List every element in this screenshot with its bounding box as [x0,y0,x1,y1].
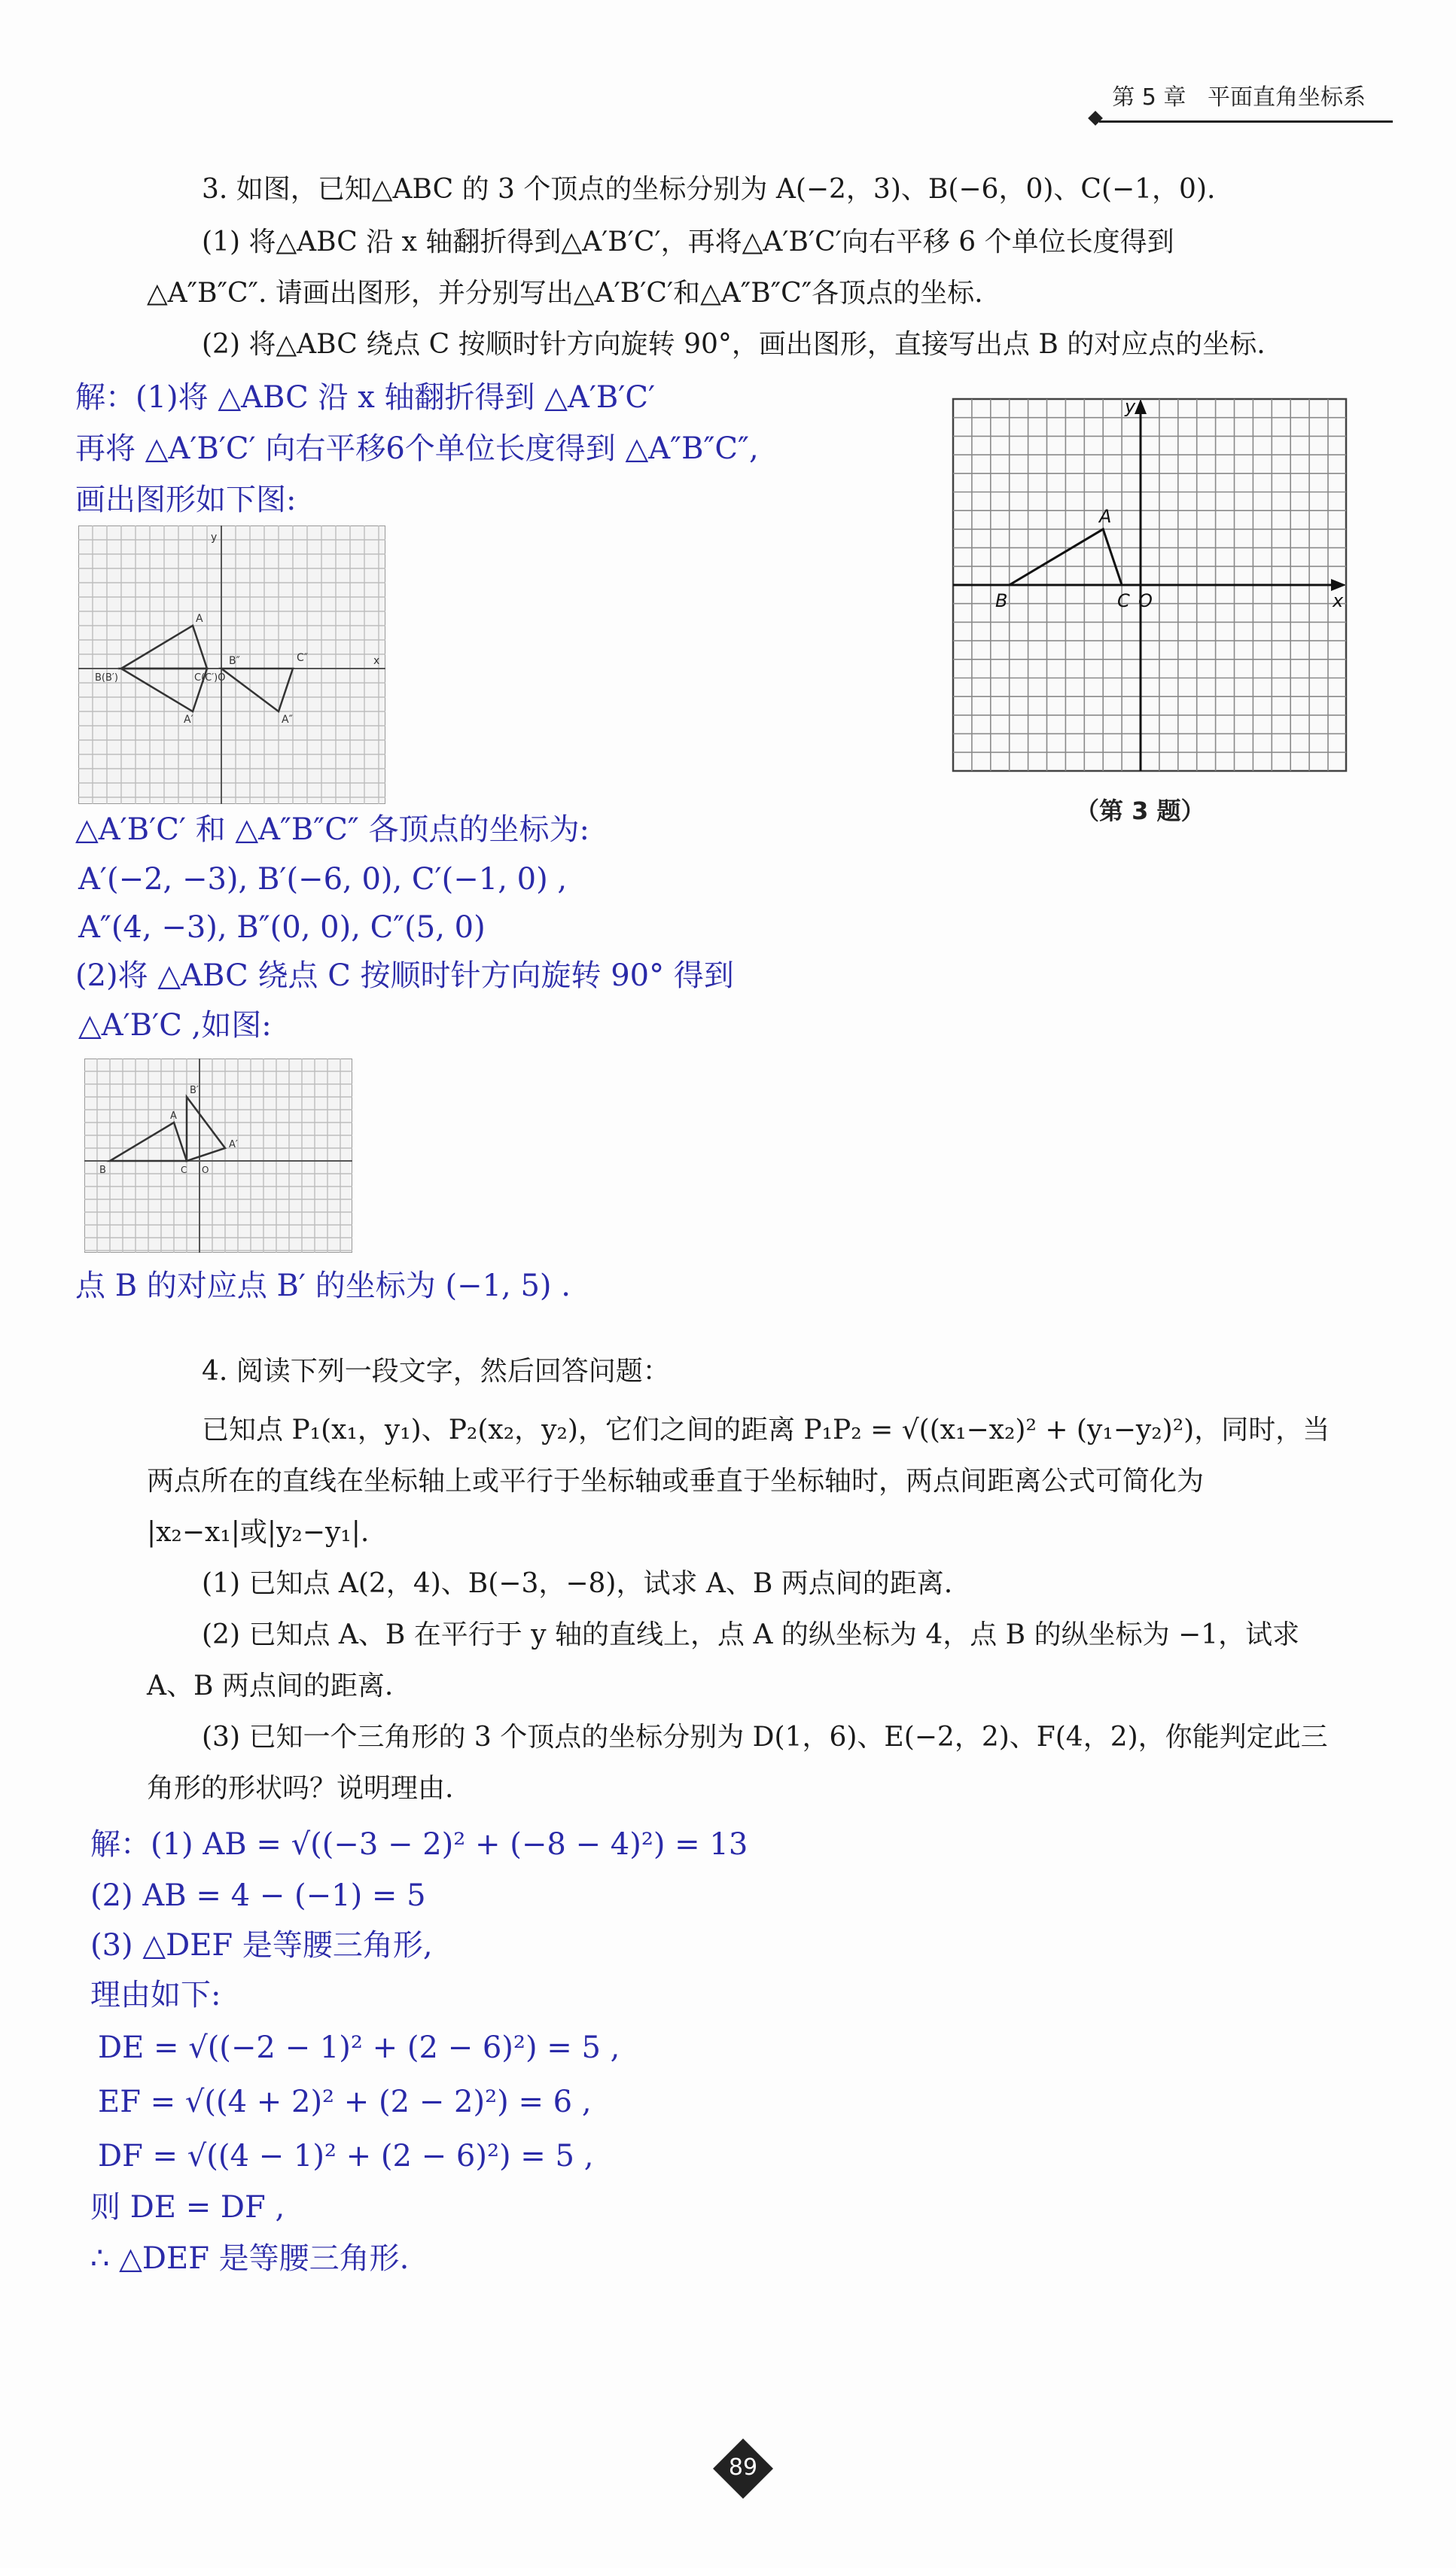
fig1-label-a: A [196,613,203,625]
q3-label-y: y [1125,396,1136,417]
q3-label-b: B [995,590,1008,611]
a3-line1: 解：(1)将 △ABC 沿 x 轴翻折得到 △A′B′C′ [75,380,656,415]
a3-line3: 画出图形如下图: [75,483,297,517]
chapter-title: 平面直角坐标系 [1208,84,1366,111]
q3-figure [950,396,1349,774]
a3-line6: A″(4, −3), B″(0, 0), C″(5, 0) [78,910,486,945]
fig2-label-ap: A′ [229,1139,238,1150]
q4-part1: (1) 已知点 A(2，4)、B(−3，−8)，试求 A、B 两点间的距离. [202,1568,953,1599]
a3-line9: 点 B 的对应点 B′ 的坐标为 (−1, 5) . [75,1269,571,1303]
q3-part1-line2: △A″B″C″. 请画出图形，并分别写出△A′B′C′和△A″B″C″各顶点的坐标. [147,278,983,309]
a4-line7: DF = √((4 − 1)² + (2 − 6)²) = 5 , [98,2139,594,2174]
fig1-label-co: C(C′)O [194,672,226,684]
a4-line9: ∴ △DEF 是等腰三角形. [90,2241,410,2276]
q3-stem: 3. 如图，已知△ABC 的 3 个顶点的坐标分别为 A(−2，3)、B(−6，0)、C(−1，0). [202,174,1216,205]
q4-part2-line1: (2) 已知点 A、B 在平行于 y 轴的直线上，点 A 的纵坐标为 4，点 B 的纵坐标为 −1，试求 [202,1619,1300,1650]
q4-stem: 4. 阅读下列一段文字，然后回答问题： [202,1356,670,1387]
a4-line2: (2) AB = 4 − (−1) = 5 [90,1878,426,1913]
a3-line5: A′(−2, −3), B′(−6, 0), C′(−1, 0) , [78,862,568,897]
answer-figure-1 [78,525,385,804]
header-diamond-icon [1088,111,1103,126]
a3-line2: 再将 △A′B′C′ 向右平移6个单位长度得到 △A″B″C″, [75,431,759,466]
q3-label-o: O [1138,590,1153,611]
a4-line1: 解：(1) AB = √((−3 − 2)² + (−8 − 4)²) = 13 [90,1827,748,1862]
q3-label-c: C [1117,590,1130,611]
a3-line7: (2)将 △ABC 绕点 C 按顺时针方向旋转 90° 得到 [75,958,734,993]
a4-line3: (3) △DEF 是等腰三角形, [90,1928,433,1963]
fig1-label-y: y [211,532,218,544]
q3-label-x: x [1333,590,1344,611]
a3-line4: △A′B′C′ 和 △A″B″C″ 各顶点的坐标为: [75,812,589,847]
fig1-label-ap: A′ [184,714,193,726]
chapter-header [1112,78,1366,111]
q4-text-line2: 两点所在的直线在坐标轴上或平行于坐标轴或垂直于坐标轴时，两点间距离公式可简化为 [147,1466,1205,1497]
a4-line8: 则 DE = DF , [90,2190,285,2225]
fig2-frame [84,1059,352,1253]
q3-part1-line1: (1) 将△ABC 沿 x 轴翻折得到△A′B′C′，再将△A′B′C′向右平移 6 个单位长度得到 [202,227,1174,257]
fig1-label-app: A″ [282,714,293,726]
fig1-label-bpp: B″ [229,655,240,667]
q3-label-a: A [1099,506,1112,527]
header-rule [1099,120,1393,123]
a3-line8: △A′B′C ,如图: [78,1008,272,1043]
fig2-label-c: C [181,1165,187,1175]
chapter-number: 第 5 章 [1112,84,1186,111]
fig1-label-bbp: B(B′) [95,672,118,684]
q4-text-line1: 已知点 P₁(x₁，y₁)、P₂(x₂，y₂)，它们之间的距离 P₁P₂ = √((x₁−x₂)² + (y₁−y₂)²)，同时，当 [202,1415,1330,1445]
a4-line4: 理由如下: [90,1978,221,2012]
a4-line6: EF = √((4 + 2)² + (2 − 2)²) = 6 , [98,2085,592,2119]
answer-figure-2 [84,1059,352,1253]
fig1-label-cpp: C″ [297,652,309,664]
fig2-label-o: O [202,1165,209,1175]
q4-text-line3: |x₂−x₁|或|y₂−y₁|. [147,1517,370,1548]
q3-figure-caption: （第 3 题） [1075,797,1205,825]
page-number: 89 [728,2454,758,2481]
q4-part3-line1: (3) 已知一个三角形的 3 个顶点的坐标分别为 D(1，6)、E(−2，2)、F(4，2)，你能判定此三 [202,1722,1328,1753]
fig2-label-bp: B′ [190,1085,199,1096]
q3-part2: (2) 将△ABC 绕点 C 按顺时针方向旋转 90°，画出图形，直接写出点 B 的对应点的坐标. [202,329,1266,360]
q4-part3-line2: 角形的形状吗？说明理由. [147,1773,454,1804]
a4-line5: DE = √((−2 − 1)² + (2 − 6)²) = 5 , [98,2030,620,2065]
fig2-label-a: A [170,1110,177,1122]
q4-part2-line2: A、B 两点间的距离. [147,1671,394,1701]
fig2-label-b: B [99,1165,106,1176]
fig1-label-x: x [373,655,380,667]
